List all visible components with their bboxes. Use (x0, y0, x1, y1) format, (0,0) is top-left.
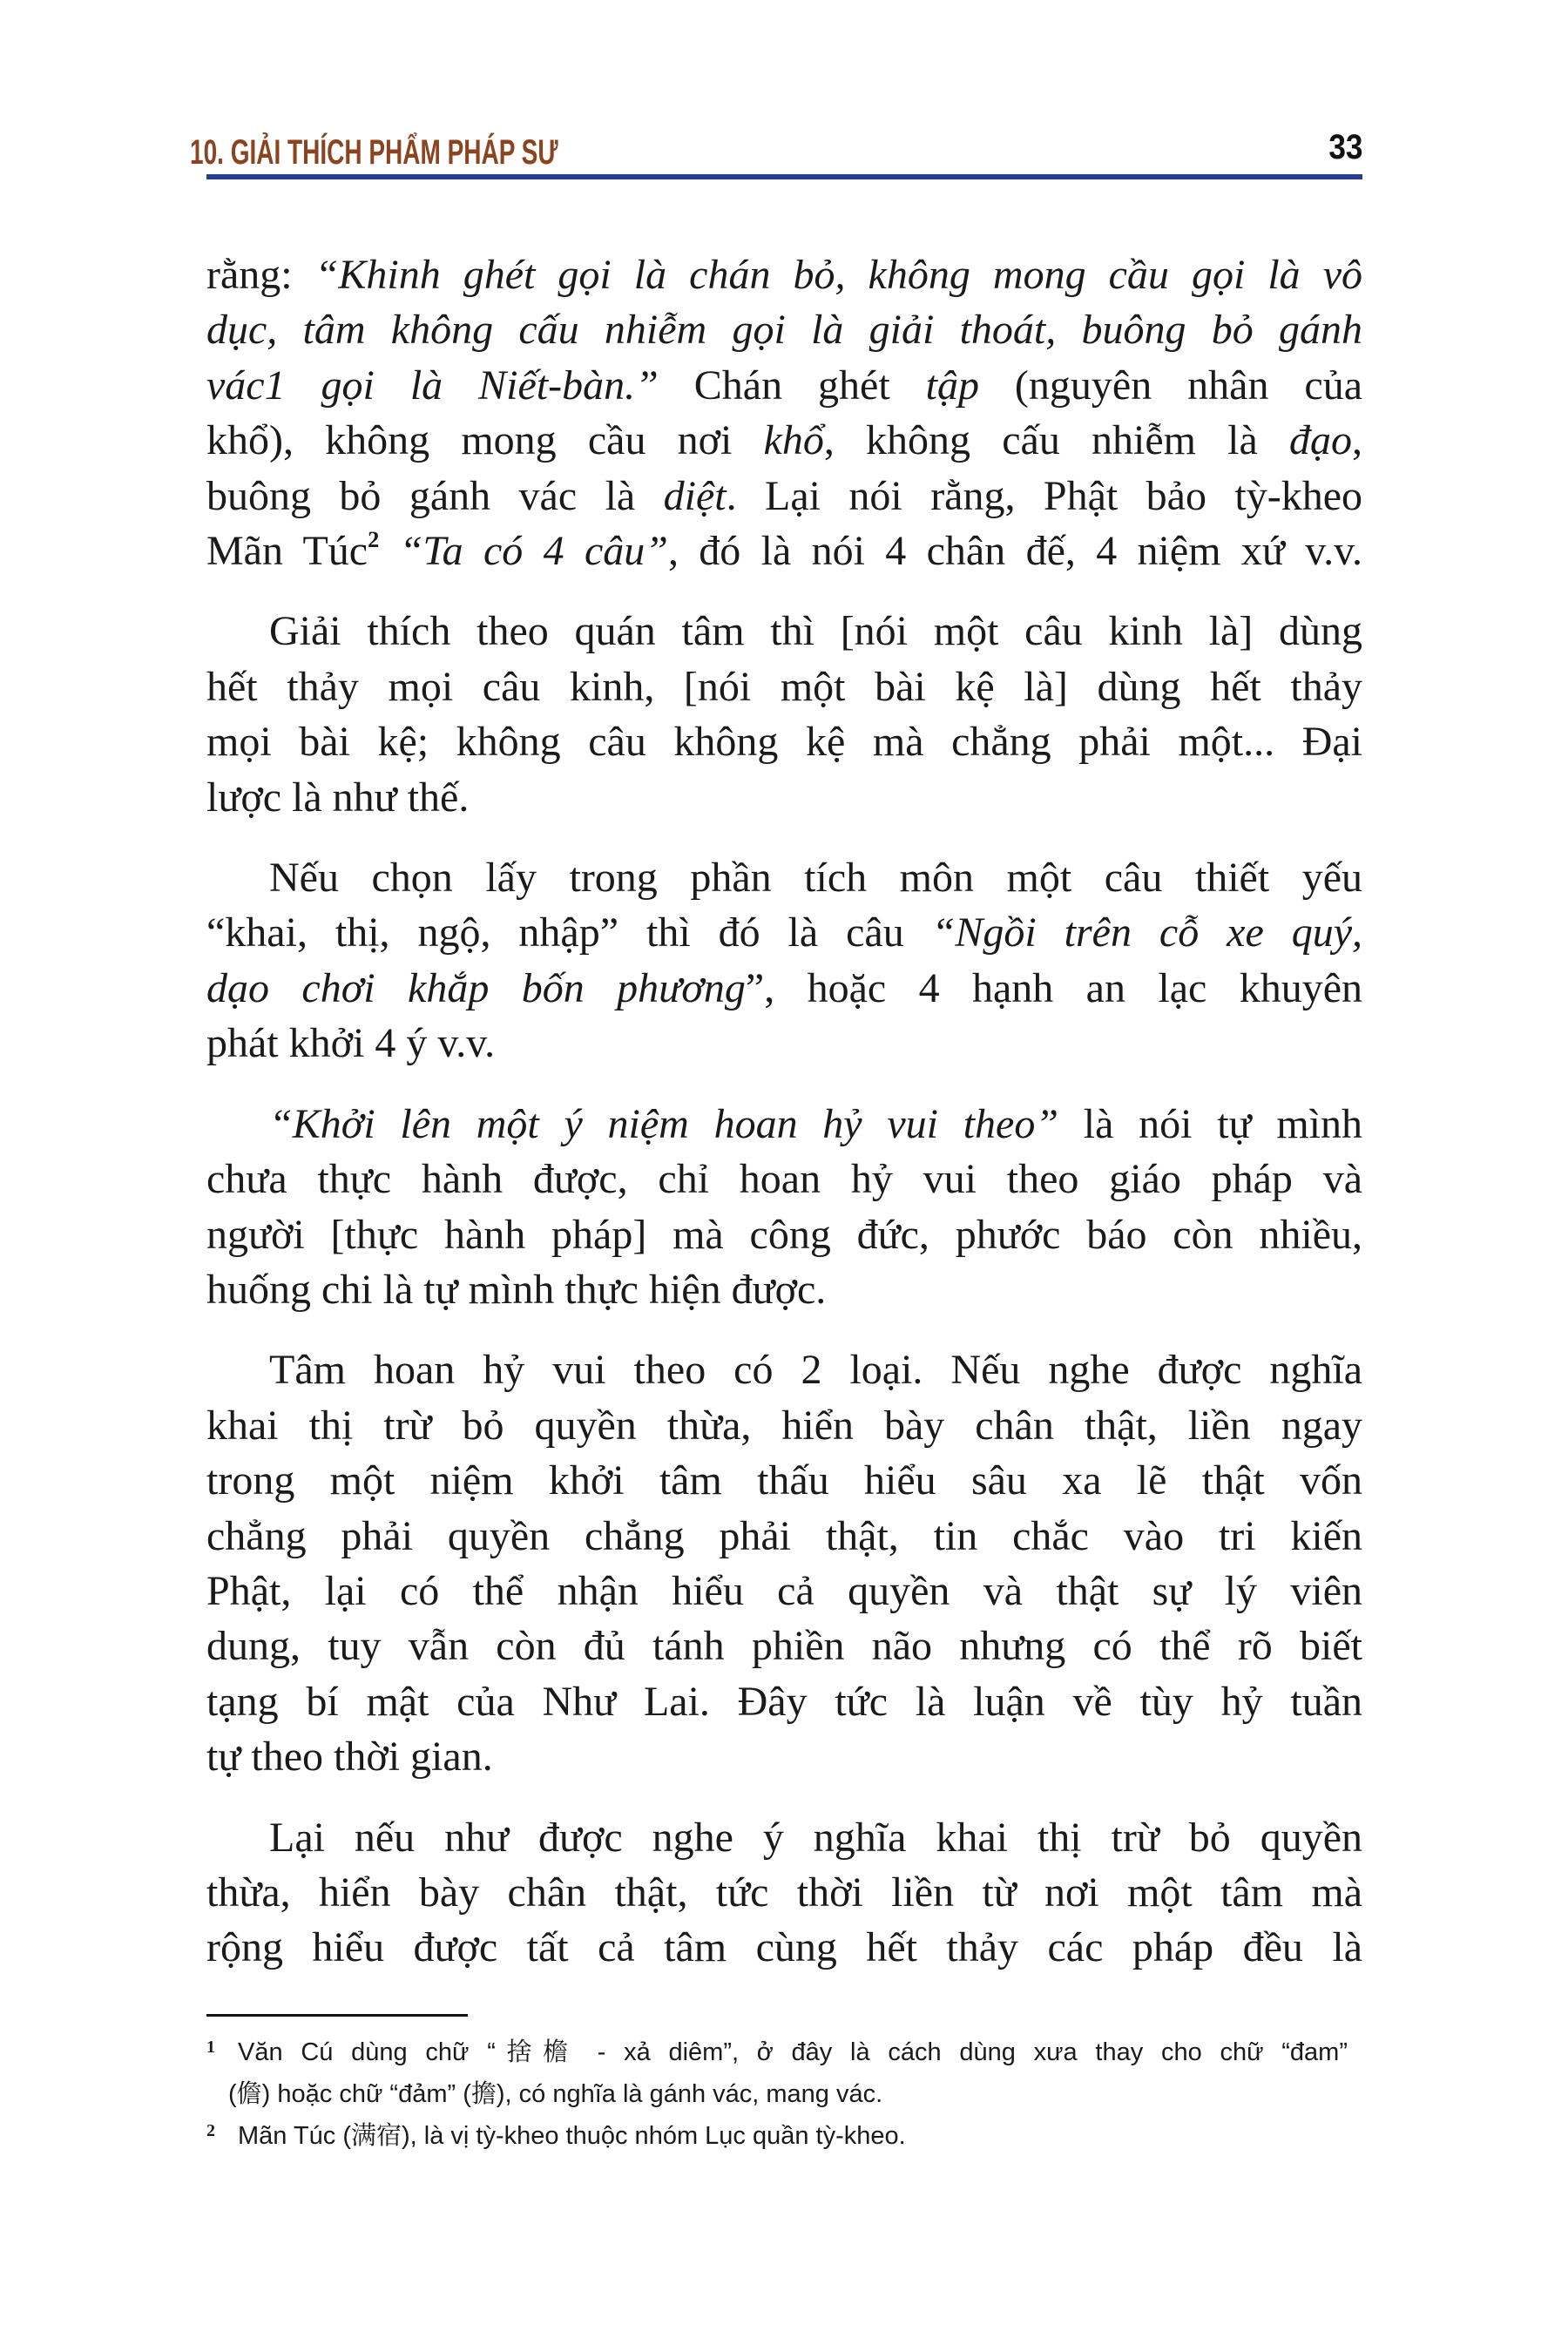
text-line: người [thực hành pháp] mà công đức, phước báo còn nhiều, (206, 1211, 1362, 1258)
footnote-rule (206, 2014, 468, 2017)
text-run: buông bỏ gánh vác là (206, 472, 664, 519)
footnote-ref-2[interactable]: 2 (368, 526, 380, 553)
footnote-line: (儋) hoặc chữ “đảm” (擔), có nghĩa là gánh vác, mang vác. (228, 2080, 883, 2108)
quote-run: “Khinh ghét gọi là chán bỏ, không mong cầu gọi là vô (314, 252, 1363, 298)
text-run: , không cấu nhiễm là (823, 417, 1289, 464)
text-line (206, 302, 1362, 357)
text-line: chưa thực hành được, chỉ hoan hỷ vui theo giáo pháp và (206, 1156, 1362, 1203)
footnote-number: 2 (206, 2121, 215, 2140)
text-line (206, 1097, 1362, 1152)
text-line: chẳng phải quyền chẳng phải thật, tin chắc vào tri kiến (206, 1512, 1362, 1559)
text-line: rộng hiểu được tất cả tâm cùng hết thảy các pháp đều là (206, 1924, 1362, 1971)
footnotes (206, 2031, 1348, 2157)
paragraph-3 (206, 850, 1362, 1071)
text-line: hết thảy mọi câu kinh, [nói một bài kệ là] dùng hết thảy (206, 663, 1362, 710)
quote-run: “Ngồi trên cỗ xe quý, (931, 909, 1362, 956)
text-line: thừa, hiển bày chân thật, tức thời liền từ nơi một tâm mà (206, 1869, 1362, 1916)
footnote-line: Văn Cú dùng chữ “捨檐 - xả diêm”, ở đây là cách dùng xưa thay cho chữ “đam” (238, 2038, 1348, 2066)
emphasis-term: diệt (663, 472, 727, 519)
text-run: (nguyên nhân của (978, 362, 1363, 409)
quote-run: “Ta có 4 câu” (379, 528, 668, 575)
text-line: dung, tuy vẫn còn đủ tánh phiền não nhưng có thể rõ biết (206, 1623, 1362, 1670)
text-line: tạng bí mật của Như Lai. Đây tức là luận về tùy hỷ tuần (206, 1678, 1362, 1725)
text-line: tự theo thời gian. (206, 1734, 493, 1781)
text-run: , đó là nói 4 chân đế, 4 niệm xứ v.v. (667, 528, 1362, 575)
header-rule (206, 174, 1362, 179)
text-line: Nếu chọn lấy trong phần tích môn một câu thiết yếu (269, 855, 1362, 902)
text-run: , (1351, 417, 1362, 464)
footnote-2 (206, 2115, 1348, 2157)
text-line: khai thị trừ bỏ quyền thừa, hiển bày chân thật, liền ngay (206, 1402, 1362, 1449)
text-run: là nói tự mình (1058, 1100, 1362, 1147)
text-run: Chán ghét (658, 362, 926, 409)
text-line (206, 247, 1362, 302)
text-line: huống chi là tự mình thực hiện được. (206, 1266, 827, 1313)
emphasis-term: đạo (1288, 417, 1352, 464)
text-line (206, 358, 1362, 413)
paragraph-5 (206, 1342, 1362, 1784)
paragraph-2 (206, 604, 1362, 825)
footnote-line: Mãn Túc (满宿), là vị tỳ-kheo thuộc nhóm Lục quần tỳ-kheo. (238, 2122, 906, 2150)
quote-run: dục, tâm không cấu nhiễm gọi là giải thoát, buông bỏ gánh (206, 307, 1362, 354)
text-run: ”, hoặc 4 hạnh an lạc khuyên (745, 964, 1362, 1011)
text-run: rằng: (206, 252, 315, 298)
text-line (206, 524, 1362, 578)
text-run: . Lại nói rằng, Phật bảo tỳ-kheo (726, 472, 1362, 519)
text-line: Giải thích theo quán tâm thì [nói một câu kinh là] dùng (269, 608, 1362, 655)
text-line: phát khởi 4 ý v.v. (206, 1020, 496, 1067)
text-line: Lại nếu như được nghe ý nghĩa khai thị trừ bỏ quyền (269, 1814, 1362, 1861)
paragraph-6 (206, 1810, 1362, 1976)
text-line (206, 961, 1362, 1016)
emphasis-term: khổ (763, 417, 824, 464)
quote-run: “Khởi lên một ý niệm hoan hỷ vui theo” (269, 1100, 1059, 1147)
running-head-title: 10. GIẢI THÍCH PHẨM PHÁP SƯ (190, 133, 558, 172)
footnote-1 (206, 2031, 1348, 2115)
quote-run: dạo chơi khắp bốn phương (206, 964, 746, 1011)
paragraph-1 (206, 247, 1362, 578)
text-run: khổ), không mong cầu nơi (206, 417, 764, 464)
text-line (206, 413, 1362, 468)
text-line (206, 905, 1362, 960)
text-line: trong một niệm khởi tâm thấu hiểu sâu xa lẽ thật vốn (206, 1457, 1362, 1504)
emphasis-term: tập (925, 362, 979, 409)
text-run: Mãn Túc (206, 528, 368, 575)
text-line: Phật, lại có thể nhận hiểu cả quyền và thật sự lý viên (206, 1567, 1362, 1614)
text-line (206, 469, 1362, 524)
text-line: Tâm hoan hỷ vui theo có 2 loại. Nếu nghe được nghĩa (269, 1347, 1362, 1394)
page-number: 33 (1328, 128, 1362, 166)
text-line: lược là như thế. (206, 774, 470, 821)
body-text (206, 247, 1362, 1976)
text-run: “khai, thị, ngộ, nhập” thì đó là câu (206, 909, 932, 956)
footnote-number: 1 (206, 2038, 215, 2057)
quote-run: vác1 gọi là Niết-bàn.” (206, 362, 659, 409)
text-line: mọi bài kệ; không câu không kệ mà chẳng phải một... Đại (206, 719, 1362, 766)
paragraph-4 (206, 1097, 1362, 1318)
